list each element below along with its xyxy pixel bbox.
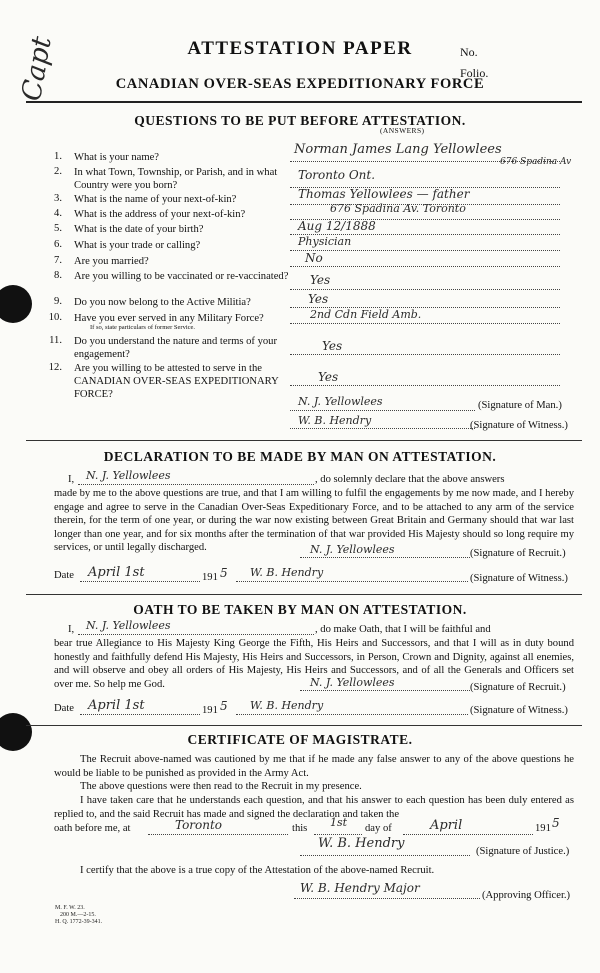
answer-line — [290, 289, 560, 290]
certificate-care: I have taken care that he understands each question, and that his answer to each question has been duly entered as replied to, and the said Recruit has made and signed the declaration and taken the — [54, 795, 574, 820]
question-number: 1. — [54, 151, 62, 162]
declaration-date: April 1st — [88, 565, 145, 580]
place-line — [148, 834, 288, 835]
document-subtitle: CANADIAN OVER-SEAS EXPEDITIONARY FORCE — [115, 76, 485, 92]
answer-trade: Physician — [298, 235, 352, 248]
question-note: If so, state particulars of former Service. — [90, 324, 196, 331]
day-line — [314, 834, 362, 835]
answer-address-extra: 676 Spadina Av — [500, 157, 572, 167]
declaration-signature-recruit: N. J. Yellowlees — [310, 543, 395, 556]
answers-label: (ANSWERS) — [380, 126, 425, 135]
section-rule — [26, 594, 582, 595]
declaration-recruit-label: (Signature of Recruit.) — [470, 548, 566, 559]
question-number: 8. — [54, 270, 62, 281]
question-text: What is your trade or calling? — [74, 240, 201, 251]
signature-line — [294, 898, 480, 899]
declaration-name: N. J. Yellowlees — [86, 469, 171, 482]
certificate-this: this — [292, 823, 308, 834]
certificate-year: 5 — [552, 816, 560, 830]
declaration-heading: DECLARATION TO BE MADE BY MAN ON ATTESTATION. — [103, 449, 497, 464]
signature-man: N. J. Yellowlees — [298, 395, 383, 408]
certificate-certify: I certify that the above is a true copy of the Attestation of the above-named Recruit. — [80, 865, 435, 876]
declaration-year-prefix: 191 — [202, 572, 218, 583]
signature-line — [300, 690, 470, 691]
answer-name: Norman James Lang Yellowlees — [294, 142, 502, 157]
certificate-month: April — [430, 818, 463, 833]
question-number: 9. — [54, 296, 62, 307]
question-text: Are you married? — [74, 256, 149, 267]
signature-line — [290, 428, 475, 429]
answer-willing-attested: Yes — [318, 370, 339, 384]
oath-i: I, — [68, 624, 75, 635]
header-rule — [26, 101, 582, 103]
certificate-day: 1st — [330, 816, 348, 829]
question-number: 10. — [48, 312, 62, 323]
date-line — [80, 581, 200, 582]
answer-line — [290, 385, 560, 386]
certificate-oath-before: oath before me, at — [54, 823, 131, 834]
question-text: What is the name of your next-of-kin? — [74, 194, 237, 205]
answer-military-service: 2nd Cdn Field Amb. — [310, 308, 422, 321]
questions-heading: QUESTIONS TO BE PUT BEFORE ATTESTATION. — [134, 113, 466, 128]
question-text: What is the date of your birth? — [74, 224, 204, 235]
footer-form-number: M. F. W. 23. — [55, 905, 85, 911]
number-label: No. — [460, 45, 478, 59]
oath-recruit-label: (Signature of Recruit.) — [470, 682, 566, 693]
signature-line — [300, 557, 470, 558]
answer-line — [290, 266, 560, 267]
declaration-name-line — [78, 484, 314, 485]
question-number: 7. — [54, 255, 62, 266]
declaration-year: 5 — [220, 566, 228, 580]
question-number: 12. — [48, 362, 62, 373]
oath-signature-witness: W. B. Hendry — [250, 699, 324, 712]
signature-line — [300, 855, 470, 856]
answer-militia: Yes — [308, 292, 329, 306]
footer-print-run: 200 M.—2-15. — [60, 912, 96, 918]
oath-name-line — [78, 634, 314, 635]
signature-line — [236, 581, 468, 582]
section-rule — [26, 440, 582, 441]
declaration-i: I, — [68, 474, 75, 485]
certificate-signature-justice: W. B. Hendry — [318, 836, 405, 851]
question-text: Are you willing to be attested to serve in the CANADIAN OVER-SEAS EXPEDITIONARY FORCE? — [74, 363, 279, 400]
oath-heading: OATH TO BE TAKEN BY MAN ON ATTESTATION. — [133, 602, 467, 617]
question-text: Have you ever served in any Military Force? — [74, 313, 264, 324]
folio-label: Folio. — [460, 66, 489, 80]
oath-body: bear true Allegiance to His Majesty King George the Fifth, His Heirs and Successors, and that I will as in duty bound honestly and faithfully defend His Majesty, His Heirs and Successors, in Person, Crown and Dignity, against all enemies, and will observe and obey all orders of His Majesty, His Heirs and Successors, and of all the Generals and Officers set over me. So help me God. — [54, 638, 574, 690]
oath-date-label: Date — [54, 703, 74, 714]
footer-hq-number: H. Q. 1772-39-341. — [55, 919, 103, 925]
question-text: Are you willing to be vaccinated or re-vaccinated? — [74, 271, 289, 282]
certificate-heading: CERTIFICATE OF MAGISTRATE. — [187, 732, 413, 747]
question-text: Do you understand the nature and terms of your engagement? — [74, 336, 277, 360]
certificate-year-prefix: 191 — [535, 823, 551, 834]
declaration-body: made by me to the above questions are true, and that I am willing to fulfil the engagements by me now made, and I hereby engage and agree to serve in the Canadian Over-Seas Expeditionary Force, and to be attached to any arm of the service therein, for the term of one year, or during the war now existing between Great Britain and Germany should that war last longer than one year, and for six months after the termination of that war provided His Majesty should so long require my services, or until legally discharged. — [54, 488, 574, 553]
answer-next-of-kin: Thomas Yellowlees — father — [298, 187, 470, 201]
certificate-caution: The Recruit above-named was cautioned by me that if he made any false answer to any of the above questions he would be liable to be punished as provided in the Army Act. — [54, 754, 574, 779]
oath-year: 5 — [220, 699, 228, 713]
question-number: 6. — [54, 239, 62, 250]
oath-line1-end: , do make Oath, that I will be faithful and — [315, 624, 491, 635]
question-number: 2. — [54, 166, 62, 177]
oath-name: N. J. Yellowlees — [86, 619, 171, 632]
punch-hole — [0, 285, 32, 323]
question-number: 3. — [54, 193, 62, 204]
certificate-day-of: day of — [365, 823, 392, 834]
justice-label: (Signature of Justice.) — [476, 846, 570, 857]
declaration-date-label: Date — [54, 570, 74, 581]
approving-officer-label: (Approving Officer.) — [482, 890, 571, 901]
signature-man-label: (Signature of Man.) — [478, 400, 562, 411]
signature-witness: W. B. Hendry — [298, 414, 372, 427]
signature-line — [290, 410, 475, 411]
question-text: In what Town, Township, or Parish, and in what Country were you born? — [74, 167, 278, 191]
certificate-place: Toronto — [175, 818, 223, 832]
section-rule — [26, 725, 582, 726]
question-text: What is the address of your next-of-kin? — [74, 209, 246, 220]
answer-birthplace: Toronto Ont. — [298, 168, 376, 182]
month-line — [403, 834, 533, 835]
certificate-read: The above questions were then read to the Recruit in my presence. — [80, 781, 362, 792]
declaration-witness-label: (Signature of Witness.) — [470, 573, 568, 584]
answer-next-of-kin-address: 676 Spadina Av. Toronto — [330, 202, 466, 215]
oath-date: April 1st — [88, 698, 145, 713]
answer-understand: Yes — [322, 339, 343, 353]
date-line — [80, 714, 200, 715]
oath-signature-recruit: N. J. Yellowlees — [310, 676, 395, 689]
question-number: 4. — [54, 208, 62, 219]
oath-witness-label: (Signature of Witness.) — [470, 705, 568, 716]
question-number: 5. — [54, 223, 62, 234]
answer-line — [290, 250, 560, 251]
question-number: 11. — [49, 335, 62, 346]
answer-line — [290, 354, 560, 355]
document-title: ATTESTATION PAPER — [187, 38, 413, 59]
declaration-signature-witness: W. B. Hendry — [250, 566, 324, 579]
question-text: Do you now belong to the Active Militia? — [74, 297, 251, 308]
answer-vaccinated: Yes — [310, 273, 331, 287]
answer-line — [290, 323, 560, 324]
signature-line — [236, 714, 468, 715]
answer-birth-date: Aug 12/1888 — [298, 219, 376, 233]
question-text: What is your name? — [74, 152, 160, 163]
declaration-line1-end: , do solemnly declare that the above answers — [315, 474, 505, 485]
signature-witness-label: (Signature of Witness.) — [470, 420, 568, 431]
handwritten-rank: Capt — [16, 34, 58, 104]
certificate-signature-officer: W. B. Hendry Major — [300, 881, 420, 895]
oath-year-prefix: 191 — [202, 705, 218, 716]
answer-married: No — [305, 251, 323, 265]
